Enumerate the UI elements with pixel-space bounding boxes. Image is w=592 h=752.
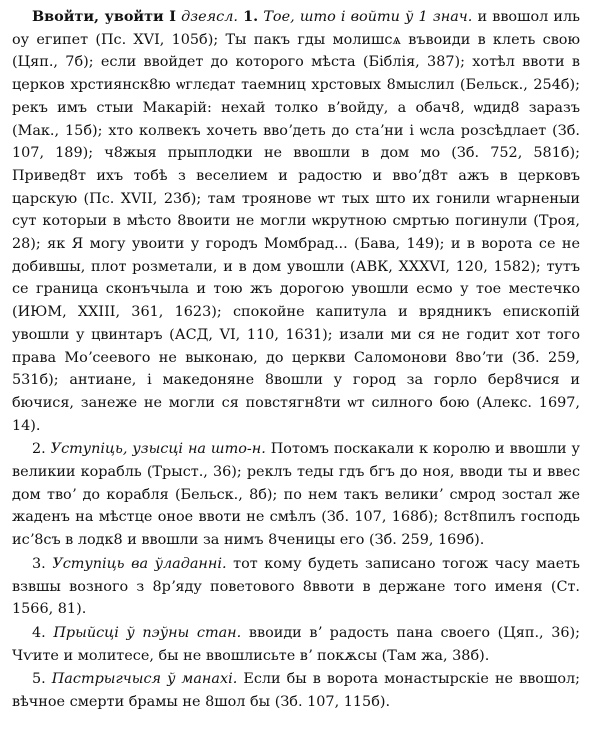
sense-definition: Пастрыгчыся ў манахі.	[51, 671, 238, 688]
sense-citations: тот кому будеть записано тогож часу маеть взвшы возного з 8рʼяду поветового 8ввоти в держане того именя (Ст. 1566, 81).	[12, 555, 581, 618]
sense-number: 3.	[32, 555, 46, 572]
sense-3	[12, 553, 580, 621]
grammar-label: дзеясл.	[181, 9, 238, 25]
sense-citations: ввоиди вʼ радость пана своего (Цяп., 36); Чѵите и молитесе, бы не ввошлисьте вʼ покѫсы (Там жа, 38б).	[12, 624, 580, 664]
sense-citations: и ввошол иль оу египет (Пс. XVI, 105б); Ты пакъ гды молишсѧ въвоиди в клеть свою (Цяп., 7б); если ввойдет до которого мѣста (Біблія, 387); хотѣл ввоти в церков хрстиянск8ю ѡглєдат таемниц хрстовых 8мыслил (Бельск., 254б); рекъ имъ стыи Макарій: нехай толко вʼвойду, а обач8, ѡдид8 заразъ (Мак., 15б); хто колвекъ хочеть ввоʼдеть до стаʼни і ѡсла розсѣдлает (Зб. 107, 189); ч8жыя прыплодки не ввошли в дом мо (Зб. 752, 581б); Привед8т ихъ тобѣ з веселием и радостю и ввоʼд8т ажъ в церковъ царскую (Пс. XVII, 23б); там троянове ѡт тых што их гонили ѡгарненыи сут которыи в мѣсто 8воити не могли ѡкрутною смртью погинули (Троя, 28); як Я могу увоити у городъ Момбрад... (Бава, 149); и в ворота се не добившы, плот розметали, и в дом увошли (АВК, XXXVI, 120, 1582); тутъ се граница сконъчыла и тою жъ дорогою увошли есмо у тое местечко (ИЮМ, XXIII, 361, 1623); спокойне капитула и врядникъ епископій увошли у цвинтаръ (АСД, VI, 110, 1631); изали ми ся не годит хот того права Моʼсеевого не выконаю, до церкви Саломонови 8воʼти (Зб. 259, 531б); антиане, і македоняне 8вошли у город за горло бер8чися и бючися, занеже не могли ся повстягн8ти ѡт силного бою (Алекс. 1697, 14).	[12, 9, 580, 434]
sense-number: 1.	[243, 8, 259, 25]
sense-2	[12, 438, 580, 552]
sense-citations: Потомъ поскакали к королю и ввошли у великии корабль (Трыст., 36); реклъ теды гдъ бгъ до ноя, вводи ты и ввес дом твоʼ до корабля (Бельск., 8б); по нем такъ великиʼ смрод зостал же жаденъ на мѣстце оное ввоти не смѣлъ (Зб. 107, 168б); 8ст8пилъ господь исʼ8съ в лодк8 и ввошли за нимъ 8ченицы его (Зб. 259, 169б).	[12, 441, 580, 549]
sense-1	[12, 6, 580, 437]
sense-number: 5.	[32, 671, 46, 688]
sense-citations: Если бы в ворота монастырскіе не ввошол; вѣчное смерти брамы не 8шол бы (Зб. 107, 115б).	[12, 671, 580, 711]
sense-definition: Уступіць ва ўладанні.	[52, 555, 227, 572]
sense-5	[12, 668, 580, 713]
sense-number: 2.	[32, 441, 46, 458]
sense-number: 4.	[32, 624, 46, 641]
sense-definition: Уступіць, узысці на што-н.	[50, 441, 266, 458]
headword: Ввойти, увойти I	[32, 8, 177, 25]
sense-4	[12, 622, 580, 667]
sense-definition: Тое, што і войти ў 1 знач.	[263, 9, 473, 25]
sense-definition: Прыйсці ў пэўны стан.	[53, 624, 242, 641]
